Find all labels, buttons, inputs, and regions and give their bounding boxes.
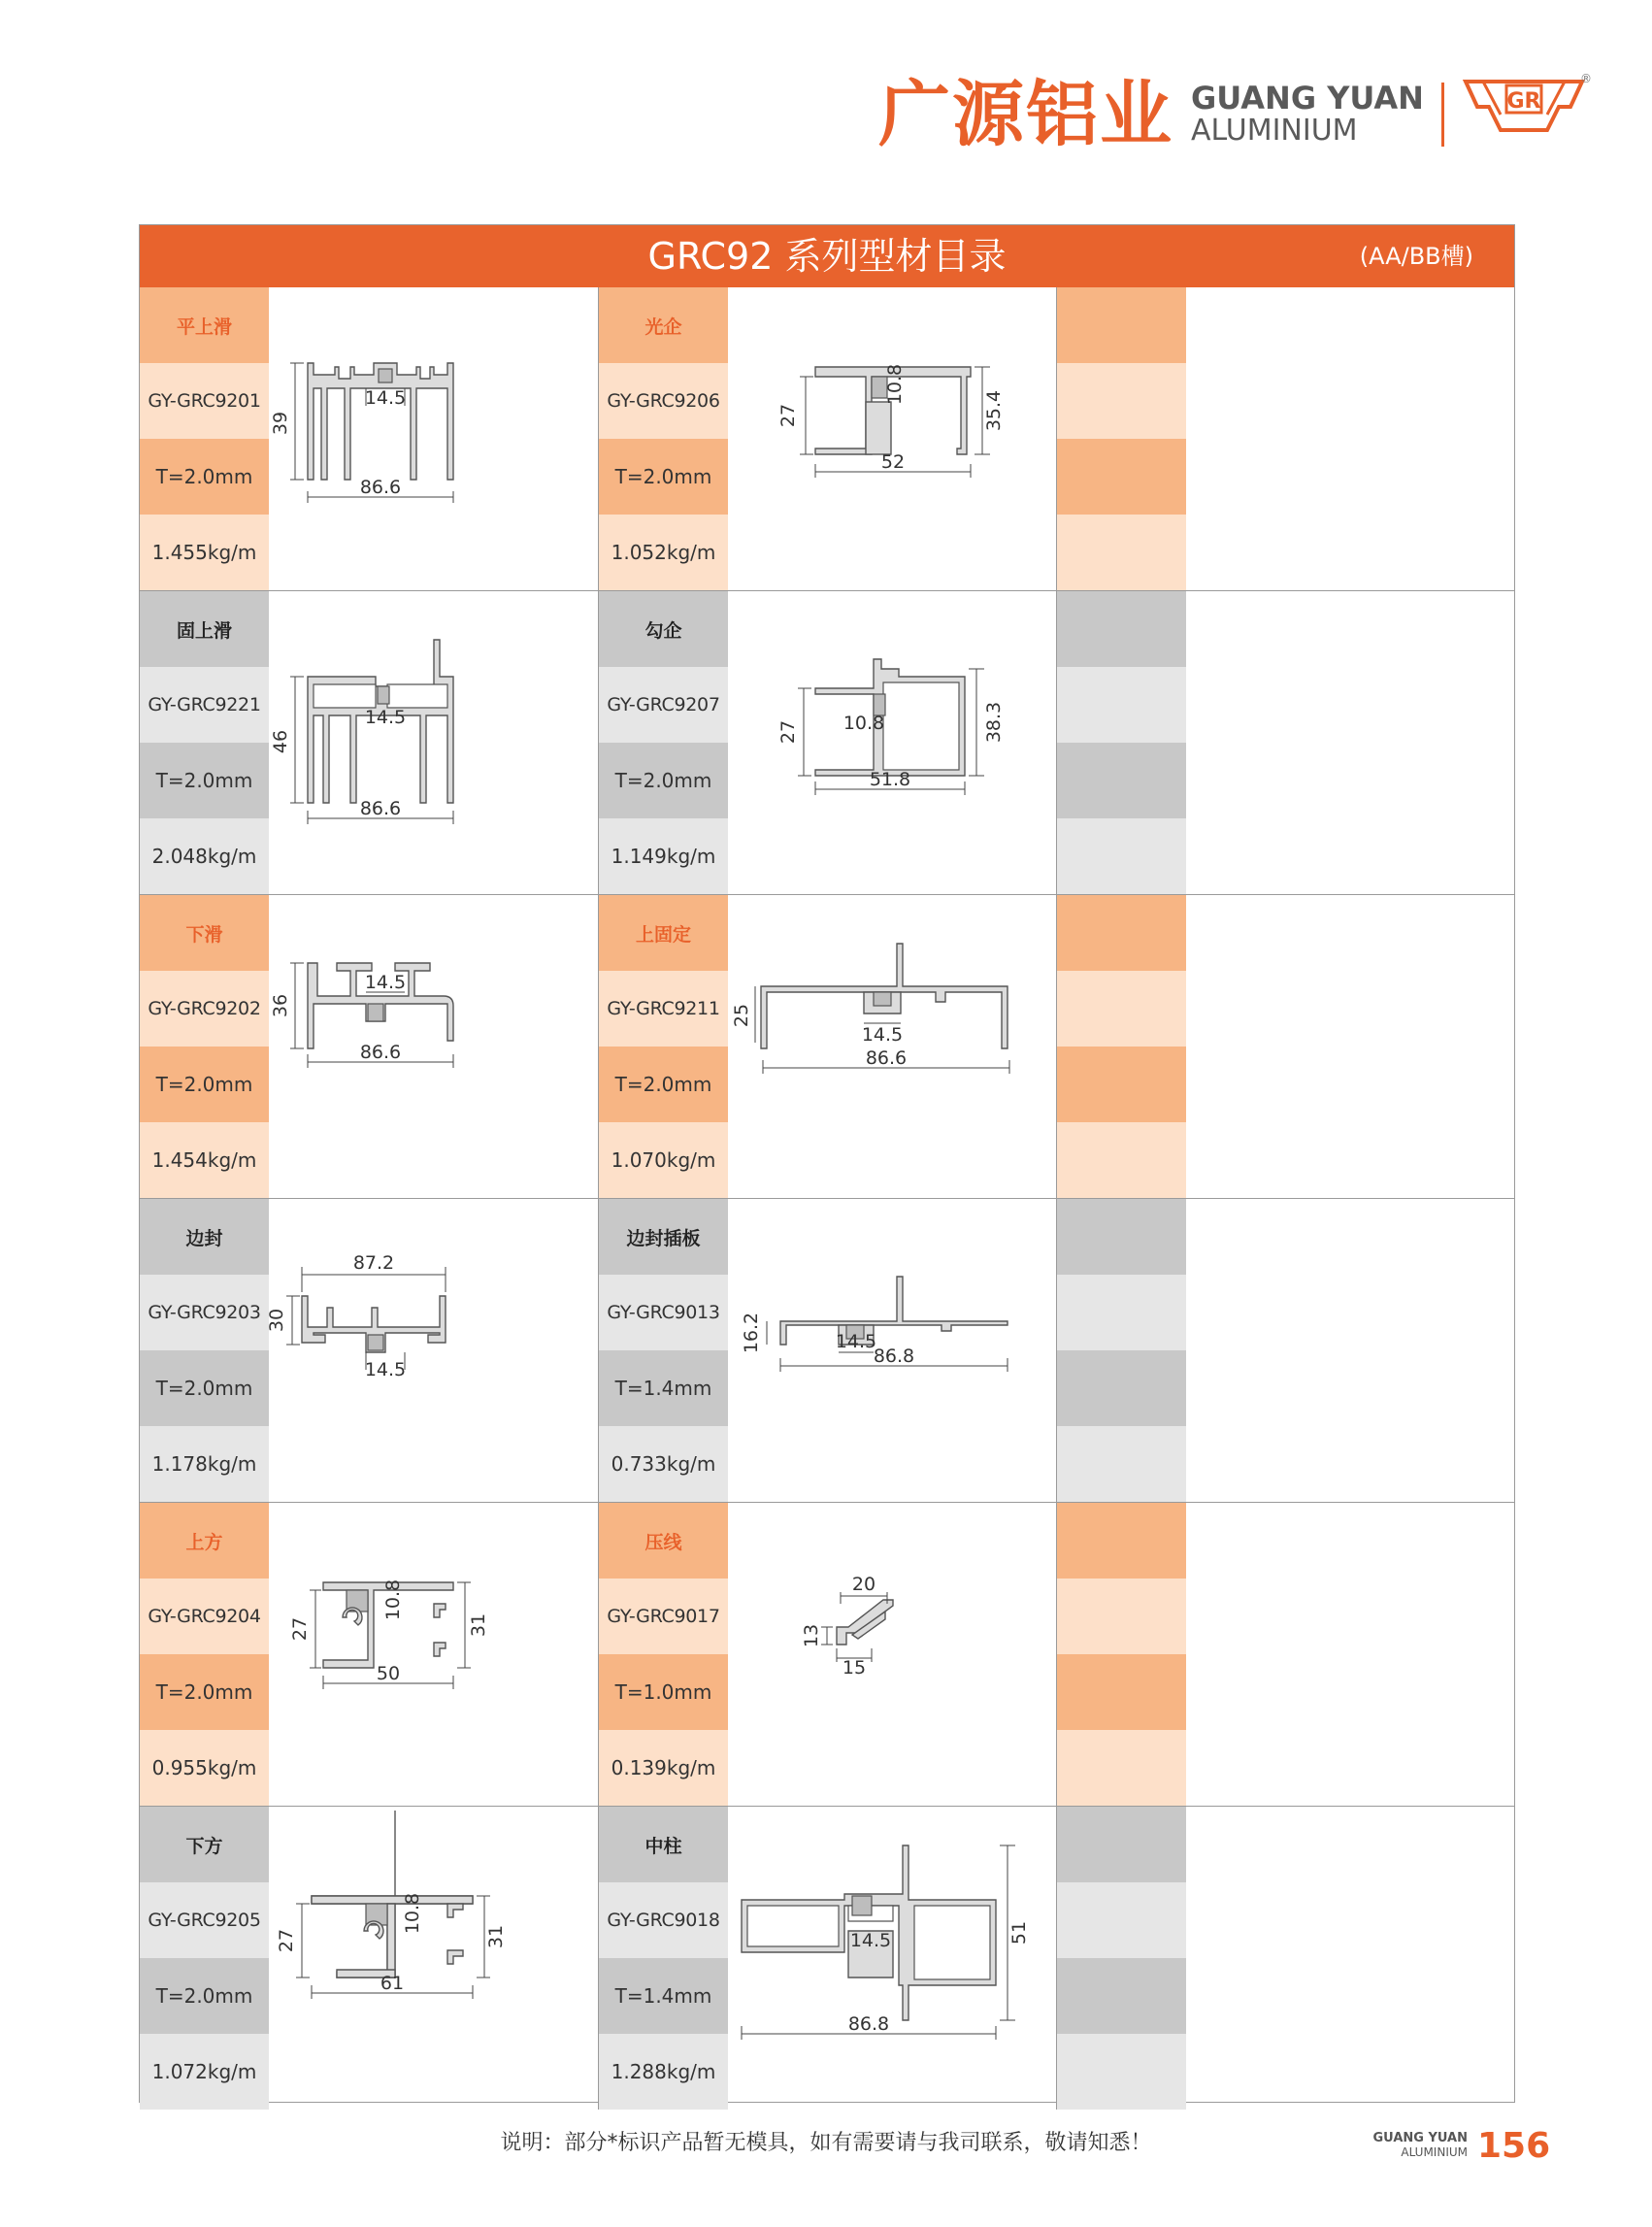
empty-label xyxy=(1057,287,1186,363)
profile-cell xyxy=(140,591,598,894)
profile-section-drawing xyxy=(269,895,598,1198)
empty-labels xyxy=(1057,895,1186,1198)
registered-mark: ® xyxy=(1579,72,1592,85)
profile-name: 边封插板 xyxy=(599,1199,728,1275)
profile-weight: 1.454kg/m xyxy=(140,1122,269,1198)
dim-slot: 10.8 xyxy=(884,363,906,406)
profile-labels xyxy=(140,895,269,1198)
dim-width: 51.8 xyxy=(869,769,911,790)
profile-name: 边封 xyxy=(140,1199,269,1275)
profile-section-drawing xyxy=(728,1807,1057,2110)
profile-thickness: T=1.4mm xyxy=(599,1958,728,2034)
dim-slot: 10.8 xyxy=(402,1892,423,1935)
dim-height: 51 xyxy=(1008,1920,1030,1945)
profile-code: GY-GRC9201 xyxy=(140,363,269,439)
profile-section-drawing xyxy=(269,287,598,590)
profile-section-drawing xyxy=(728,591,1057,894)
empty-label xyxy=(1057,1579,1186,1654)
dim-height: 39 xyxy=(270,411,291,436)
catalog-row xyxy=(140,1807,1514,2110)
dim-height: 27 xyxy=(289,1616,311,1642)
dim-slot: 10.8 xyxy=(843,713,885,734)
profile-labels xyxy=(140,1807,269,2110)
footer-brand xyxy=(1373,2132,1468,2158)
profile-weight: 1.072kg/m xyxy=(140,2034,269,2110)
dim-height-total: 38.3 xyxy=(983,701,1005,744)
dim-slot: 10.8 xyxy=(382,1579,404,1621)
profile-cell xyxy=(598,287,1056,590)
profile-drawing xyxy=(728,591,1057,894)
profile-labels xyxy=(140,287,269,590)
empty-labels xyxy=(1057,1199,1186,1502)
profile-code: GY-GRC9204 xyxy=(140,1579,269,1654)
empty-label xyxy=(1057,591,1186,667)
dim-height: 16.2 xyxy=(741,1312,762,1354)
dim-slot: 14.5 xyxy=(861,1024,904,1046)
brand-logo-icon xyxy=(1462,74,1586,151)
empty-labels xyxy=(1057,287,1186,590)
dim-width: 20 xyxy=(851,1574,876,1595)
empty-label xyxy=(1057,895,1186,971)
profile-code: GY-GRC9205 xyxy=(140,1882,269,1958)
profile-section-drawing xyxy=(269,591,598,894)
profile-name: 光企 xyxy=(599,287,728,363)
footer-brand-line2: ALUMINIUM xyxy=(1401,2145,1468,2159)
empty-label xyxy=(1057,1730,1186,1806)
catalog-row xyxy=(140,1199,1514,1502)
profile-thickness: T=2.0mm xyxy=(140,439,269,515)
catalog-row xyxy=(140,1503,1514,1806)
profile-code: GY-GRC9017 xyxy=(599,1579,728,1654)
dim-height-total: 31 xyxy=(485,1924,507,1949)
profile-weight: 0.733kg/m xyxy=(599,1426,728,1502)
brand-divider xyxy=(1441,83,1444,147)
brand-name-cn: 广源铝业 xyxy=(878,73,1173,156)
dim-height: 25 xyxy=(731,1003,752,1028)
profile-thickness: T=2.0mm xyxy=(599,1047,728,1122)
dim-slot: 14.5 xyxy=(364,972,407,993)
footer-brand-line1: GUANG YUAN xyxy=(1372,2131,1468,2145)
profile-code: GY-GRC9207 xyxy=(599,667,728,743)
profile-code: GY-GRC9203 xyxy=(140,1275,269,1350)
empty-label xyxy=(1057,439,1186,515)
profile-labels xyxy=(599,895,728,1198)
profile-labels xyxy=(599,591,728,894)
profile-cell xyxy=(140,1503,598,1806)
empty-label xyxy=(1057,818,1186,894)
profile-cell xyxy=(598,1199,1056,1502)
profile-thickness: T=2.0mm xyxy=(140,743,269,818)
dim-slot: 14.5 xyxy=(364,1359,407,1380)
profile-cell xyxy=(140,287,598,590)
dim-width: 86.6 xyxy=(865,1047,908,1069)
profile-thickness: T=2.0mm xyxy=(140,1958,269,2034)
page-number: 156 xyxy=(1477,2126,1551,2166)
dim-width: 86.8 xyxy=(873,1346,915,1367)
profile-labels xyxy=(599,1503,728,1806)
brand-en-line1: GUANG YUAN xyxy=(1191,80,1424,117)
svg-text:GR: GR xyxy=(1506,89,1541,114)
profile-name: 勾企 xyxy=(599,591,728,667)
profile-name: 上固定 xyxy=(599,895,728,971)
catalog-row xyxy=(140,895,1514,1198)
profile-weight: 1.149kg/m xyxy=(599,818,728,894)
profile-drawing xyxy=(269,287,598,590)
dim-slot: 14.5 xyxy=(849,1930,892,1951)
profile-drawing xyxy=(269,895,598,1198)
empty-label xyxy=(1057,1882,1186,1958)
profile-thickness: T=2.0mm xyxy=(140,1047,269,1122)
profile-section-drawing xyxy=(728,1199,1057,1502)
empty-cell xyxy=(1056,1199,1516,1502)
empty-label xyxy=(1057,1275,1186,1350)
footer-note: 说明：部分*标识产品暂无模具，如有需要请与我司联系，敬请知悉！ xyxy=(500,2131,1152,2155)
dim-width-bottom: 15 xyxy=(842,1657,867,1679)
dim-slot: 14.5 xyxy=(364,707,407,728)
profile-cell xyxy=(140,1807,598,2110)
dim-height: 36 xyxy=(270,993,291,1018)
empty-label xyxy=(1057,743,1186,818)
catalog-title: GRC92 系列型材目录 xyxy=(647,235,1007,278)
profile-thickness: T=2.0mm xyxy=(140,1350,269,1426)
profile-weight: 1.288kg/m xyxy=(599,2034,728,2110)
profile-section-drawing xyxy=(728,287,1057,590)
profile-code: GY-GRC9211 xyxy=(599,971,728,1047)
catalog-row xyxy=(140,287,1514,590)
empty-label xyxy=(1057,1047,1186,1122)
empty-cell xyxy=(1056,895,1516,1198)
empty-labels xyxy=(1057,591,1186,894)
profile-section-drawing xyxy=(266,1199,598,1502)
profile-weight: 1.178kg/m xyxy=(140,1426,269,1502)
brand-en-line2: ALUMINIUM xyxy=(1191,114,1358,149)
profile-code: GY-GRC9221 xyxy=(140,667,269,743)
profile-labels xyxy=(599,1199,728,1502)
profile-labels xyxy=(140,591,269,894)
dim-height-total: 35.4 xyxy=(983,389,1005,432)
profile-name: 中柱 xyxy=(599,1807,728,1882)
profile-drawing xyxy=(728,1199,1057,1502)
profile-code: GY-GRC9202 xyxy=(140,971,269,1047)
profile-drawing xyxy=(266,1199,598,1502)
profile-labels xyxy=(599,287,728,590)
empty-cell xyxy=(1056,287,1516,590)
profile-name: 上方 xyxy=(140,1503,269,1579)
profile-name: 下方 xyxy=(140,1807,269,1882)
profile-labels xyxy=(140,1503,269,1806)
dim-width: 86.6 xyxy=(359,477,402,498)
empty-label xyxy=(1057,1350,1186,1426)
brand-name-en xyxy=(1191,80,1424,149)
profile-weight: 2.048kg/m xyxy=(140,818,269,894)
empty-label xyxy=(1057,1122,1186,1198)
profile-drawing xyxy=(269,1503,598,1806)
empty-cell xyxy=(1056,1807,1516,2110)
catalog-row xyxy=(140,591,1514,894)
empty-label xyxy=(1057,667,1186,743)
dim-height: 46 xyxy=(270,729,291,754)
profile-section-drawing xyxy=(728,1503,1057,1806)
empty-label xyxy=(1057,1426,1186,1502)
empty-cell xyxy=(1056,591,1516,894)
profile-thickness: T=1.0mm xyxy=(599,1654,728,1730)
profile-section-drawing xyxy=(728,895,1057,1198)
profile-code: GY-GRC9018 xyxy=(599,1882,728,1958)
dim-height: 27 xyxy=(777,403,799,428)
profile-cell xyxy=(598,1807,1056,2110)
profile-thickness: T=1.4mm xyxy=(599,1350,728,1426)
profile-thickness: T=2.0mm xyxy=(599,439,728,515)
dim-width: 61 xyxy=(380,1973,405,1994)
dim-height: 27 xyxy=(777,719,799,745)
profile-thickness: T=2.0mm xyxy=(599,743,728,818)
dim-width: 86.8 xyxy=(847,2013,890,2035)
profile-weight: 1.455kg/m xyxy=(140,515,269,590)
profile-drawing xyxy=(269,591,598,894)
empty-label xyxy=(1057,2034,1186,2110)
profile-section-drawing xyxy=(269,1503,598,1806)
dim-height-total: 31 xyxy=(468,1612,489,1638)
profile-weight: 0.955kg/m xyxy=(140,1730,269,1806)
profile-cell xyxy=(140,1199,598,1502)
dim-height: 27 xyxy=(276,1928,297,1953)
profile-catalog-table xyxy=(139,224,1515,2103)
empty-label xyxy=(1057,515,1186,590)
profile-name: 压线 xyxy=(599,1503,728,1579)
profile-code: GY-GRC9013 xyxy=(599,1275,728,1350)
empty-labels xyxy=(1057,1807,1186,2110)
dim-height: 13 xyxy=(801,1623,822,1648)
brand-header xyxy=(878,66,1592,163)
profile-cell xyxy=(598,895,1056,1198)
empty-label xyxy=(1057,1654,1186,1730)
empty-cell xyxy=(1056,1503,1516,1806)
empty-label xyxy=(1057,1958,1186,2034)
profile-name: 平上滑 xyxy=(140,287,269,363)
catalog-subtitle: (AA/BB槽) xyxy=(1359,243,1473,270)
profile-drawing xyxy=(269,1807,598,2110)
profile-cell xyxy=(140,895,598,1198)
dim-width: 50 xyxy=(376,1663,401,1684)
dim-width: 52 xyxy=(880,451,906,473)
brand-logo-wrap xyxy=(1462,72,1592,155)
profile-drawing xyxy=(728,287,1057,590)
profile-cell xyxy=(598,1503,1056,1806)
profile-section-drawing xyxy=(269,1807,598,2110)
empty-label xyxy=(1057,1199,1186,1275)
dim-width: 87.2 xyxy=(352,1252,395,1274)
profile-weight: 1.052kg/m xyxy=(599,515,728,590)
profile-drawing xyxy=(728,1503,1057,1806)
dim-slot: 14.5 xyxy=(364,387,407,409)
profile-code: GY-GRC9206 xyxy=(599,363,728,439)
profile-labels xyxy=(599,1807,728,2110)
profile-labels xyxy=(140,1199,269,1502)
dim-width: 86.6 xyxy=(359,798,402,819)
dim-slot: 14.5 xyxy=(835,1331,877,1352)
dim-width: 86.6 xyxy=(359,1042,402,1063)
empty-label xyxy=(1057,971,1186,1047)
profile-thickness: T=2.0mm xyxy=(140,1654,269,1730)
profile-name: 固上滑 xyxy=(140,591,269,667)
empty-label xyxy=(1057,1807,1186,1882)
profile-cell xyxy=(598,591,1056,894)
empty-label xyxy=(1057,363,1186,439)
profile-weight: 0.139kg/m xyxy=(599,1730,728,1806)
profile-drawing xyxy=(728,1807,1057,2110)
catalog-title-bar xyxy=(140,225,1514,287)
profile-name: 下滑 xyxy=(140,895,269,971)
empty-label xyxy=(1057,1503,1186,1579)
profile-drawing xyxy=(728,895,1057,1198)
profile-weight: 1.070kg/m xyxy=(599,1122,728,1198)
empty-labels xyxy=(1057,1503,1186,1806)
dim-height: 30 xyxy=(266,1308,287,1333)
